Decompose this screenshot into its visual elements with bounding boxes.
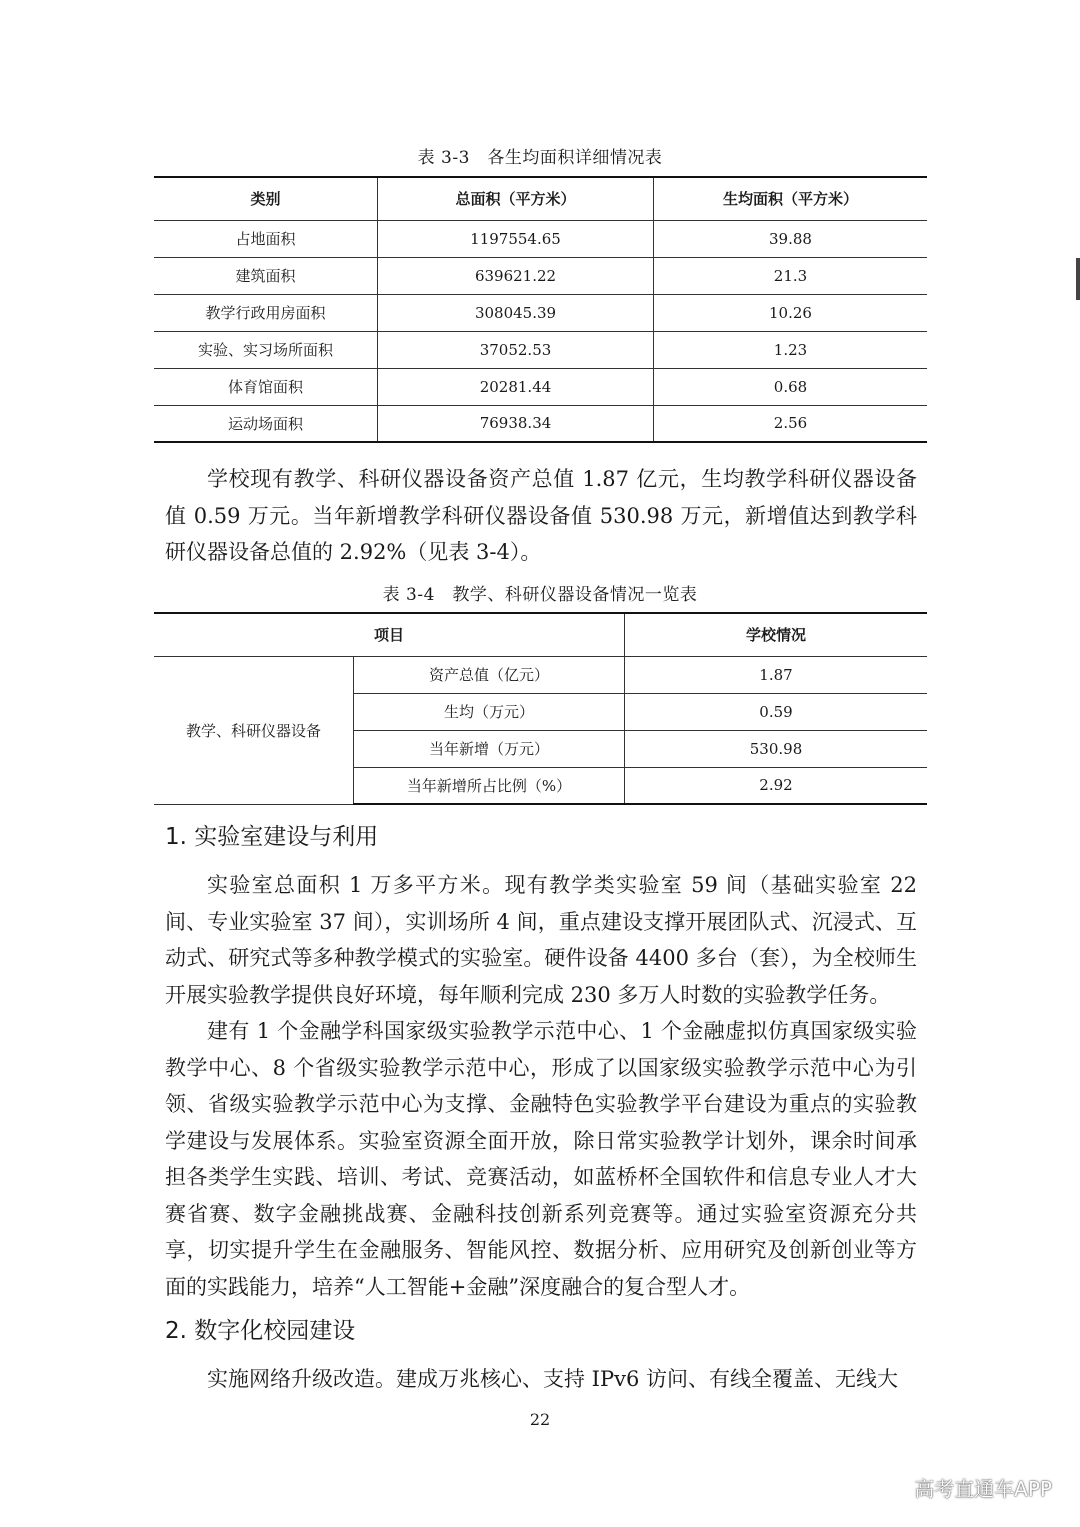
category-cell: 运动场面积 bbox=[154, 405, 378, 442]
lab-paragraph-2: 建有 1 个金融学科国家级实验教学示范中心、1 个金融虚拟仿真国家级实验教学中心、8 个省级实验教学示范中心，形成了以国家级实验教学示范中心为引领、省级实验教学示范中心为支撑、金融特色实验教学平台建设为重点的实验教学建设与发展体系。实验室资源全面开放，除日常实验教学计划外，课余时间承担各类学生实践、培训、考试、竞赛活动，如蓝桥杯全国软件和信息专业人才大赛省赛、数字金融挑战赛、金融科技创新系列竞赛等。通过实验室资源充分共享，切实提升学生在金融服务、智能风控、数据分析、应用研究及创新创业等方面的实践能力，培养“人工智能+金融”深度融合的复合型人才。 bbox=[165, 1019, 917, 1299]
value-cell: 2.92 bbox=[625, 767, 928, 804]
column-header: 总面积（平方米） bbox=[378, 177, 654, 220]
column-header: 类别 bbox=[154, 177, 378, 220]
value-cell: 1.87 bbox=[625, 656, 928, 693]
table-row bbox=[154, 257, 927, 294]
table-header-row bbox=[154, 177, 927, 220]
value-cell: 0.59 bbox=[625, 693, 928, 730]
page-number: 22 bbox=[529, 1410, 551, 1429]
table-3-3 bbox=[154, 176, 927, 443]
column-header: 项目 bbox=[154, 613, 625, 656]
table-3-3-caption: 表 3-3 各生均面积详细情况表 bbox=[417, 148, 663, 168]
item-cell: 当年新增（万元） bbox=[354, 730, 625, 767]
total-area-cell: 639621.22 bbox=[378, 257, 654, 294]
per-student-area-cell: 2.56 bbox=[654, 405, 928, 442]
table-3-4-caption: 表 3-4 教学、科研仪器设备情况一览表 bbox=[382, 585, 698, 605]
table-3-4 bbox=[154, 612, 927, 805]
per-student-area-cell: 10.26 bbox=[654, 294, 928, 331]
category-cell: 教学行政用房面积 bbox=[154, 294, 378, 331]
item-cell: 当年新增所占比例（%） bbox=[354, 767, 625, 804]
table-row bbox=[154, 294, 927, 331]
category-cell: 实验、实习场所面积 bbox=[154, 331, 378, 368]
table-header-row bbox=[154, 613, 927, 656]
per-student-area-cell: 39.88 bbox=[654, 220, 928, 257]
group-label-cell: 教学、科研仪器设备 bbox=[154, 656, 354, 804]
digital-campus-paragraph: 实施网络升级改造。建成万兆核心、支持 IPv6 访问、有线全覆盖、无线大 bbox=[207, 1367, 898, 1391]
item-cell: 资产总值（亿元） bbox=[354, 656, 625, 693]
total-area-cell: 76938.34 bbox=[378, 405, 654, 442]
lab-paragraph-1: 实验室总面积 1 万多平方米。现有教学类实验室 59 间（基础实验室 22 间、专业实验室 37 间），实训场所 4 间，重点建设支撑开展团队式、沉浸式、互动式、研究式等多种教学模式的实验室。硬件设备 4400 多台（套），为全校师生开展实验教学提供良好环境，每年顺利完成 230 多万人时数的实验教学任务。 bbox=[165, 873, 917, 1007]
watermark: 高考直通车APP bbox=[914, 1477, 1052, 1501]
table-row bbox=[154, 405, 927, 442]
column-header: 学校情况 bbox=[625, 613, 928, 656]
per-student-area-cell: 1.23 bbox=[654, 331, 928, 368]
table-row bbox=[154, 331, 927, 368]
per-student-area-cell: 0.68 bbox=[654, 368, 928, 405]
section-1-heading: 1. 实验室建设与利用 bbox=[165, 824, 379, 850]
column-header: 生均面积（平方米） bbox=[654, 177, 928, 220]
total-area-cell: 37052.53 bbox=[378, 331, 654, 368]
table-row bbox=[154, 656, 927, 693]
equipment-paragraph: 学校现有教学、科研仪器设备资产总值 1.87 亿元，生均教学科研仪器设备值 0.59 万元。当年新增教学科研仪器设备值 530.98 万元，新增值达到教学科研仪器设备总值的 2.92%（见表 3-4）。 bbox=[165, 467, 917, 564]
total-area-cell: 20281.44 bbox=[378, 368, 654, 405]
item-cell: 生均（万元） bbox=[354, 693, 625, 730]
value-cell: 530.98 bbox=[625, 730, 928, 767]
category-cell: 建筑面积 bbox=[154, 257, 378, 294]
total-area-cell: 308045.39 bbox=[378, 294, 654, 331]
table-row bbox=[154, 220, 927, 257]
total-area-cell: 1197554.65 bbox=[378, 220, 654, 257]
section-2-heading: 2. 数字化校园建设 bbox=[165, 1318, 356, 1344]
page-edge-marker bbox=[1076, 258, 1080, 300]
category-cell: 占地面积 bbox=[154, 220, 378, 257]
per-student-area-cell: 21.3 bbox=[654, 257, 928, 294]
category-cell: 体育馆面积 bbox=[154, 368, 378, 405]
table-row bbox=[154, 368, 927, 405]
